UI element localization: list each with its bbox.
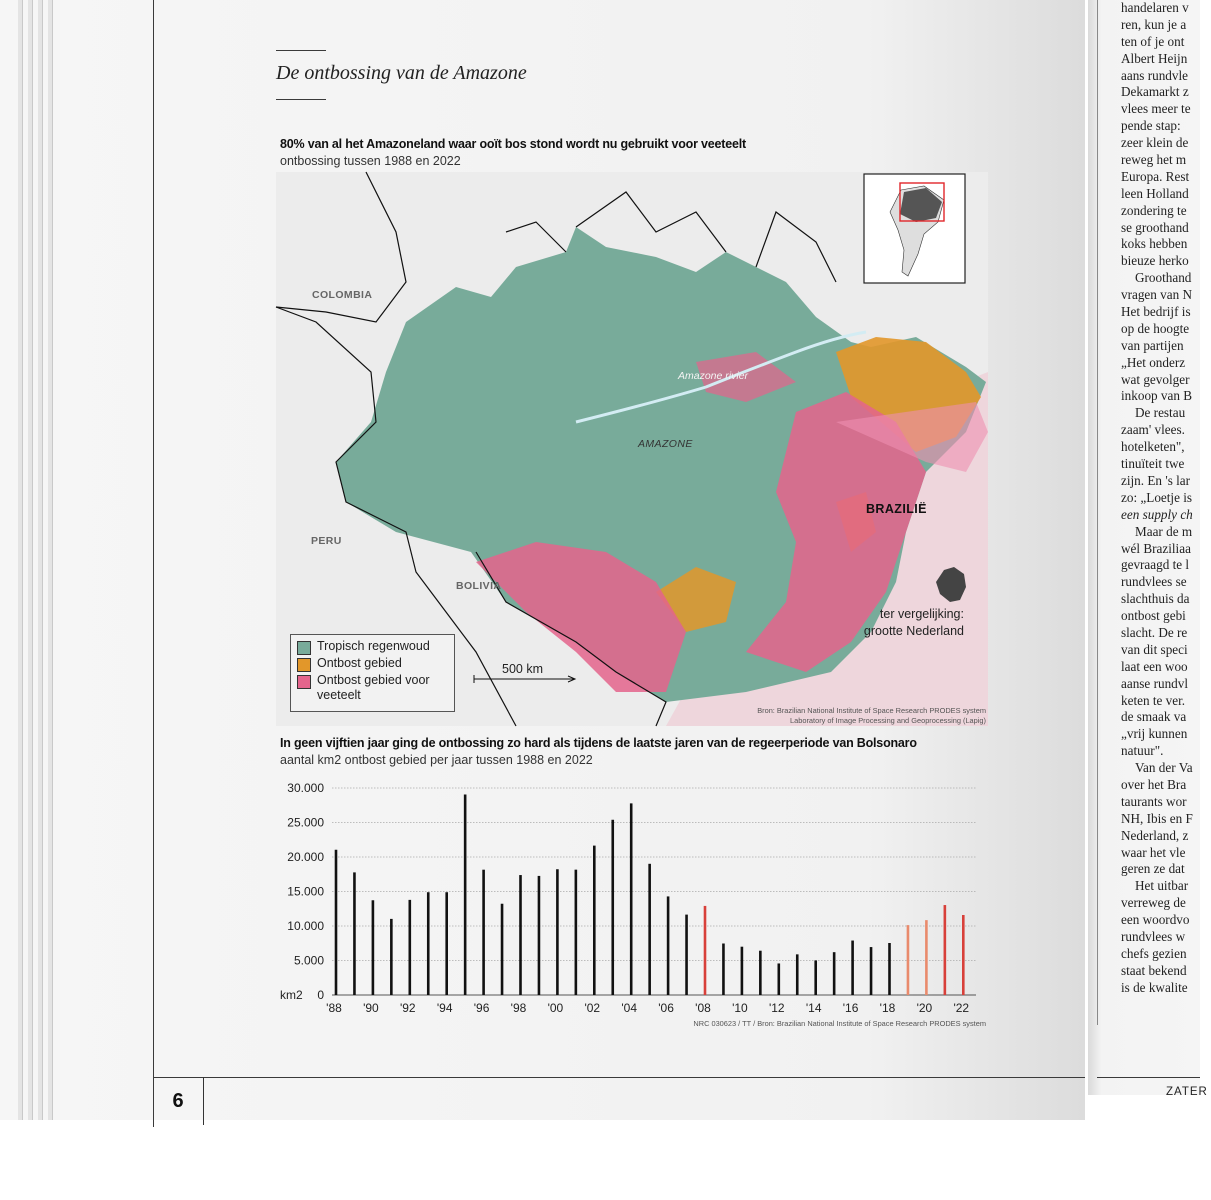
article-line: ontbost gebi [1121,608,1186,624]
article-line: hotelketen", [1121,439,1185,455]
article-line: aans rundvle [1121,67,1189,83]
bar-2020 [925,920,928,995]
article-line: De restau [1135,405,1186,421]
x-tick-label: '16 [842,1001,859,1015]
bar-2005 [648,864,651,995]
bar-2019 [907,925,910,995]
bottom-margin [0,1120,1200,1200]
article-line: NH, Ibis en F [1121,810,1193,826]
bar-2018 [888,943,891,995]
bar-2017 [870,947,873,995]
map-title: 80% van al het Amazoneland waar ooït bos stond wordt nu gebruikt voor veeteelt [280,137,746,151]
bar-1997 [501,904,504,995]
label-brazilie: BRAZILIË [866,502,927,516]
article-line: inkoop van B [1121,388,1193,404]
x-tick-label: '12 [768,1001,785,1015]
page-edge [48,0,53,1133]
article-line: „Het onderz [1121,354,1186,370]
page-frame-bottom [153,1077,1085,1078]
y-tick-label: 30.000 [287,781,324,795]
y-tick-label: 10.000 [287,919,324,933]
bar-2022 [962,915,965,995]
article-line: Nederland, z [1121,827,1189,843]
label-amazon-river: Amazone rivier [678,370,749,382]
article-line: „vrij kunnen [1121,726,1188,742]
article-line: zijn. En 's lar [1121,472,1191,488]
article-line: zaam' vlees. [1121,422,1185,438]
label-amazone: AMAZONE [638,438,693,450]
article-line: wat gevolger [1121,371,1190,387]
map-source-line1: Bron: Brazilian National Institute of Space Research PRODES system [757,706,986,715]
article-line: Albert Heijn [1121,50,1188,66]
column-rule [1097,0,1098,1025]
bar-2000 [556,869,559,995]
article-line: over het Bra [1121,776,1187,792]
legend-label: Tropisch regenwoud [317,639,430,653]
y-tick-label: 20.000 [287,850,324,864]
article-line: vlees meer te [1121,101,1191,117]
x-tick-label: '00 [547,1001,564,1015]
article-line: slacht. De re [1121,624,1188,640]
article-line: pende stap: [1121,118,1181,134]
article-line: rundvlees w [1121,928,1186,944]
article-line: een supply ch [1121,506,1193,522]
article-line: Het uitbar [1135,878,1189,894]
article-line: ten of je ont [1121,33,1185,49]
bar-1996 [482,870,485,995]
article-line: Van der Va [1135,760,1193,776]
y-tick-label: 15.000 [287,884,324,899]
label-colombia: COLOMBIA [312,289,373,301]
x-tick-label: '18 [879,1001,896,1015]
bar-2009 [722,943,725,995]
page-frame-left [153,0,154,1127]
x-tick-label: '96 [473,1001,490,1015]
label-peru: PERU [311,535,342,547]
article-line: se groothand [1121,219,1189,235]
article-line: reweg het m [1121,152,1187,168]
article-line: koks hebben [1121,236,1188,252]
article-line: ren, kun je a [1121,16,1187,32]
bar-chart-title: In geen vijftien jaar ging de ontbossing zo hard als tijdens de laatste jaren van de regeerperiode van Bolsonaro [280,736,917,750]
x-tick-label: '04 [621,1001,638,1015]
x-tick-label: '10 [732,1001,748,1015]
bar-1999 [538,876,541,995]
legend-item-rainforest [297,639,430,655]
legend-swatch [297,675,311,689]
article-line: chefs gezien [1121,945,1187,961]
article-line: zo: „Loetje is [1121,489,1193,505]
y-tick-label: 0 [317,988,324,1002]
article-line: op de hoogte [1121,320,1190,336]
article-line: verreweg de [1121,895,1186,911]
article-line: keten te ver. [1121,692,1186,708]
bar-2007 [685,915,688,995]
article-line: van dit speci [1121,641,1188,657]
page-number: 6 [153,1077,204,1125]
article-column [1121,0,1211,997]
x-tick-label: '94 [436,1001,453,1015]
legend-item-cattle [297,673,447,703]
legend-label: Ontbost gebied [317,656,402,670]
page-edge [38,0,43,1130]
bar-chart-source: NRC 030623 / TT / Bron: Brazilian National Institute of Space Research PRODES system [693,1019,986,1028]
x-tick-label: '14 [805,1001,822,1015]
article-line: aanse rundvl [1121,675,1189,691]
bar-1991 [390,919,393,995]
x-tick-label: '22 [953,1001,970,1015]
bar-2002 [593,846,596,995]
bar-2015 [833,952,836,995]
bar-1998 [519,875,522,995]
x-tick-label: '88 [326,1001,342,1015]
bar-2016 [851,941,854,995]
map-source-line2: Laboratory of Image Processing and Geoprocessing (Lapig) [790,716,986,725]
scale-label: 500 km [502,662,543,676]
article-line: gevraagd te l [1121,557,1190,573]
article-line: leen Holland [1121,185,1189,201]
bar-2003 [611,820,614,995]
x-tick-label: '92 [399,1001,416,1015]
bar-chart-subtitle: aantal km2 ontbost gebied per jaar tussen 1988 en 2022 [280,753,593,767]
x-tick-label: '06 [658,1001,674,1015]
comparison-line1: ter vergelijking: [879,607,964,621]
bar-2001 [575,870,578,995]
article-line: zeer klein de [1121,135,1189,151]
bar-2006 [667,896,670,995]
bar-2021 [944,905,947,995]
article-line: de smaak va [1121,709,1187,725]
article-line: wél Braziliaa [1121,540,1191,556]
article-line: Dekamarkt z [1121,84,1189,100]
legend-swatch [297,658,311,672]
bar-2014 [814,960,817,995]
bar-1988 [335,850,338,995]
article-line: slachthuis da [1121,591,1190,607]
bar-1994 [445,892,448,995]
x-tick-label: '02 [584,1001,601,1015]
article-line: zondering te [1121,202,1187,218]
bar-2010 [741,947,744,995]
y-tick-label: 5.000 [293,953,324,968]
article-line: geren ze dat [1121,861,1185,877]
article-line: laat een woo [1121,658,1188,674]
bar-2013 [796,954,799,995]
bar-2004 [630,803,633,995]
bar-2011 [759,951,762,995]
x-tick-label: '20 [916,1001,933,1015]
bar-1992 [409,900,412,995]
page-edge [28,0,33,1125]
article-line: natuur". [1121,743,1164,759]
article-line: rundvlees se [1121,574,1187,590]
x-tick-label: '98 [510,1001,527,1015]
bar-1989 [353,872,356,995]
y-axis-label: km2 [280,988,303,1002]
bar-1993 [427,892,430,995]
article-line: van partijen [1121,337,1184,353]
bar-1990 [372,900,375,995]
bar-1995 [464,794,467,995]
legend-item-deforested [297,656,402,672]
article-line: een woordvo [1121,912,1190,928]
legend-label: Ontbost gebied voor veeteelt [317,673,430,702]
label-bolivia: BOLIVIA [456,580,502,592]
map-subtitle: ontbossing tussen 1988 en 2022 [280,154,461,168]
article-line: Groothand [1135,270,1192,286]
y-tick-label: 25.000 [287,815,324,830]
article-line: taurants wor [1121,793,1187,809]
article-line: Maar de m [1135,523,1193,539]
article-line: waar het vle [1121,844,1186,860]
comparison-note [852,606,964,640]
article-line: is de kwalite [1121,979,1188,995]
bar-2012 [778,963,781,995]
page-heading: De ontbossing van de Amazone [276,62,527,84]
bar-2008 [704,906,707,995]
page-edge [18,0,23,1120]
bar-chart [270,772,990,1032]
heading-rule-top [276,50,326,51]
article-line: handelaren v [1121,0,1189,15]
article-line: vragen van N [1121,287,1193,303]
article-line: Het bedrijf is [1121,304,1191,320]
x-tick-label: '08 [695,1001,711,1015]
comparison-line2: grootte Nederland [863,624,964,638]
x-tick-label: '90 [363,1001,379,1015]
article-line: tinuïteit twe [1121,456,1185,472]
article-line: Europa. Rest [1121,168,1190,184]
legend-swatch [297,641,311,655]
heading-rule-bottom [276,99,326,100]
footer-running-head: ZATER [1166,1086,1208,1098]
page-frame-bottom-right [1097,1077,1200,1078]
article-line: staat bekend [1121,962,1187,978]
article-line: bieuze herko [1121,253,1189,269]
map-legend [290,634,455,712]
